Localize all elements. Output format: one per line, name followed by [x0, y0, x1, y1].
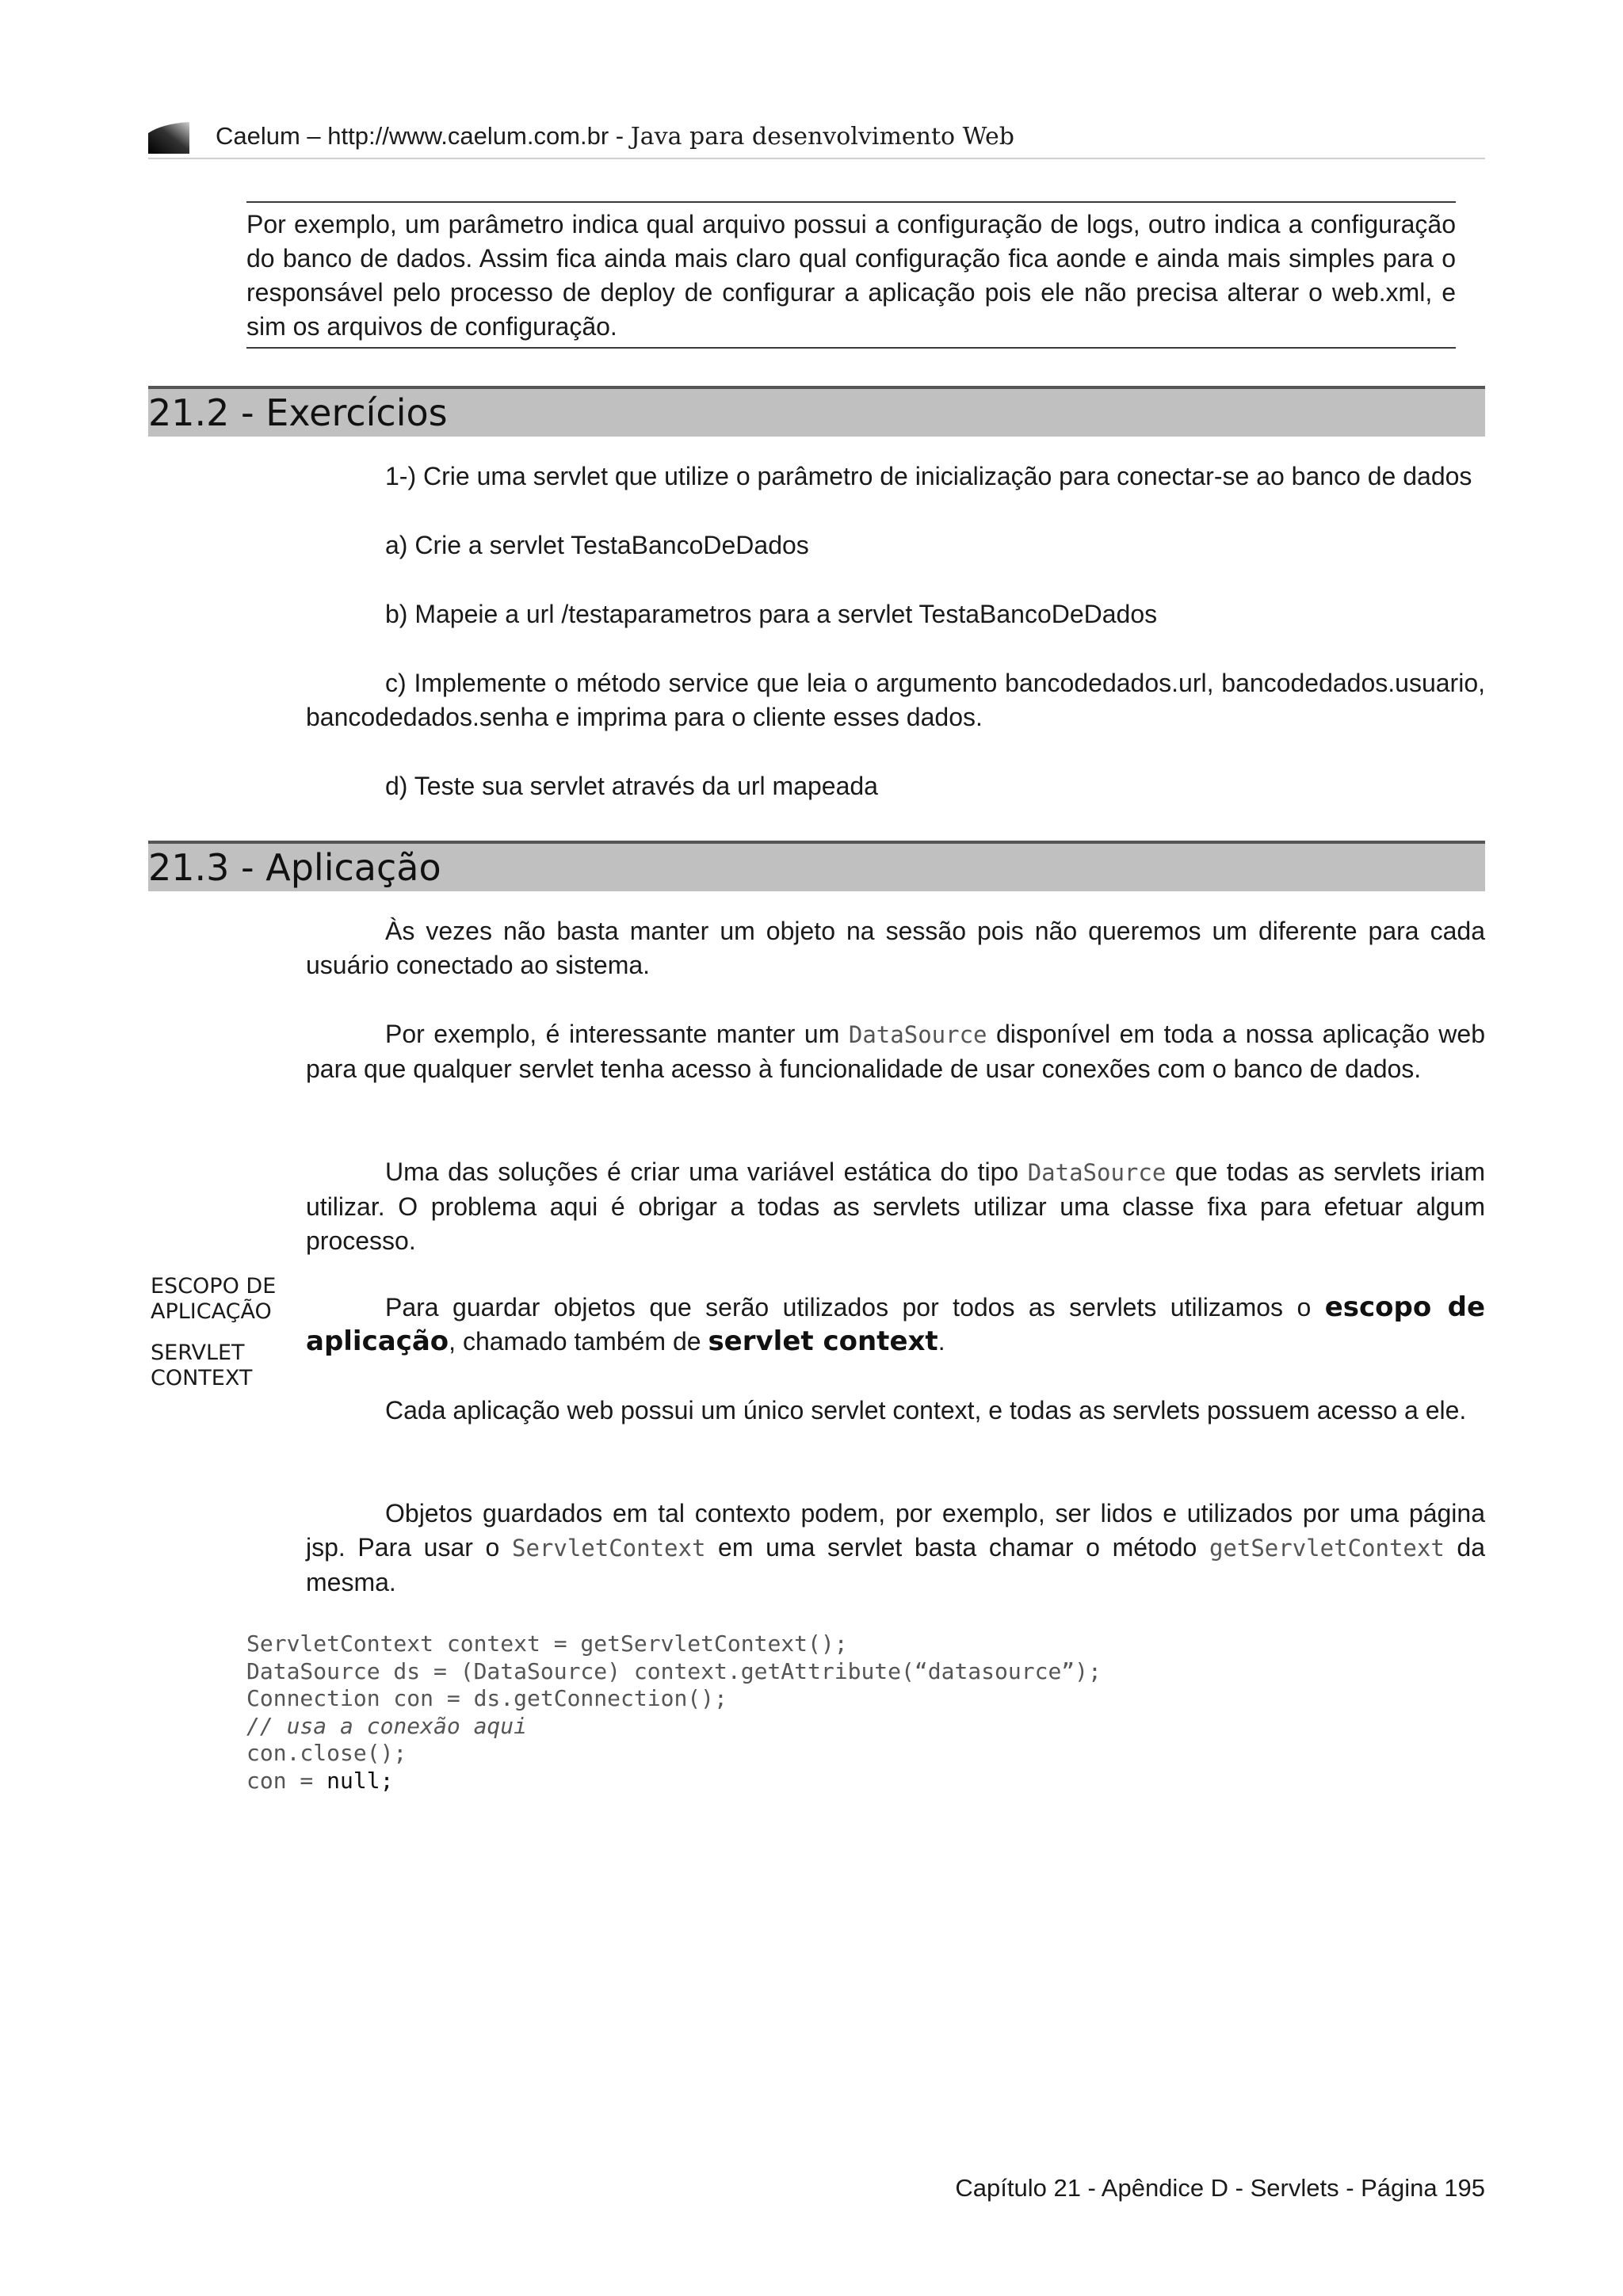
code-servletcontext: ServletContext: [511, 1535, 706, 1562]
caelum-logo-icon: [148, 122, 189, 154]
paragraph-2: Por exemplo, é interessante manter um DataSource disponível em toda a nossa aplicação web para que qualquer servlet tenha acesso à funcionalidade de usar conexões com o banco de dados.: [306, 1020, 1486, 1083]
code-getservletcontext: getServletContext: [1209, 1535, 1445, 1562]
code-datasource: DataSource: [1027, 1159, 1167, 1186]
term-escopo-aplicacao: escopo de aplicação: [306, 1291, 1485, 1357]
exercise-item-c: c) Implemente o método service que leia o argumento bancodedados.url, bancodedados.usuario, bancodedados.senha e imprima para o cliente esses dados.: [306, 669, 1485, 731]
paragraph-4: Para guardar objetos que serão utilizados por todos as servlets utilizamos o escopo de aplicação, chamado também de servlet context.: [306, 1291, 1485, 1357]
exercise-item-1: 1-) Crie uma servlet que utilize o parâmetro de inicialização para conectar-se ao banco de dados: [385, 462, 1472, 490]
section-title-aplicacao: 21.3 - Aplicação: [148, 846, 441, 889]
paragraph-1: Às vezes não basta manter um objeto na sessão pois não queremos um diferente para cada usuário conectado ao sistema.: [306, 917, 1485, 979]
code-datasource: DataSource: [848, 1021, 987, 1048]
code-line: con.close();: [246, 1740, 407, 1767]
code-line: DataSource ds = (DataSource) context.getAttribute(“datasource”);: [246, 1657, 1102, 1684]
code-comment: // usa a conexão aqui: [246, 1712, 528, 1739]
margin-note-escopo: ESCOPO DE APLICAÇÃO: [151, 1274, 277, 1324]
exercise-item-b: b) Mapeie a url /testaparametros para a servlet TestaBancoDeDados: [385, 600, 1158, 628]
note-text: Por exemplo, um parâmetro indica qual arquivo possui a configuração de logs, outro indica a configuração do banco de dados. Assim fica ainda mais claro qual configuração fica aonde e ainda mais simples para o responsável pelo processo de deploy de configurar a aplicação pois ele não precisa alterar o web.xml, e sim os arquivos de configuração.: [246, 210, 1456, 341]
code-listing: [246, 1630, 1102, 1795]
exercise-item-d: d) Teste sua servlet através da url mapeada: [385, 772, 878, 800]
paragraph-5: Cada aplicação web possui um único servlet context, e todas as servlets possuem acesso a ele.: [385, 1396, 1467, 1425]
code-keyword-null: null;: [327, 1767, 394, 1794]
page-footer: Capítulo 21 - Apêndice D - Servlets - Página 195: [955, 2174, 1485, 2202]
header-text-sans: Caelum – http://www.caelum.com.br -: [216, 122, 631, 150]
code-line: ServletContext context = getServletContext();: [246, 1630, 848, 1657]
paragraph-6: Objetos guardados em tal contexto podem, por exemplo, ser lidos e utilizados por uma página jsp. Para usar o ServletContext em uma servlet basta chamar o método getServletContext da mesma.: [306, 1499, 1486, 1596]
exercise-item-a: a) Crie a servlet TestaBancoDeDados: [385, 531, 809, 559]
section-title-exercicios: 21.2 - Exercícios: [148, 391, 448, 434]
term-servlet-context: servlet context: [708, 1325, 938, 1357]
code-line: con = null;: [246, 1767, 394, 1794]
header-book-title: Java para desenvolvimento Web: [630, 123, 1014, 151]
margin-note-servlet-context: SERVLET CONTEXT: [151, 1341, 253, 1390]
running-header: [216, 119, 1014, 154]
header-divider: [148, 158, 1485, 159]
code-line: Connection con = ds.getConnection();: [246, 1685, 727, 1712]
paragraph-3: Uma das soluções é criar uma variável estática do tipo DataSource que todas as servlets iriam utilizar. O problema aqui é obrigar a todas as servlets utilizar uma classe fixa para efetuar algum processo.: [306, 1158, 1486, 1255]
